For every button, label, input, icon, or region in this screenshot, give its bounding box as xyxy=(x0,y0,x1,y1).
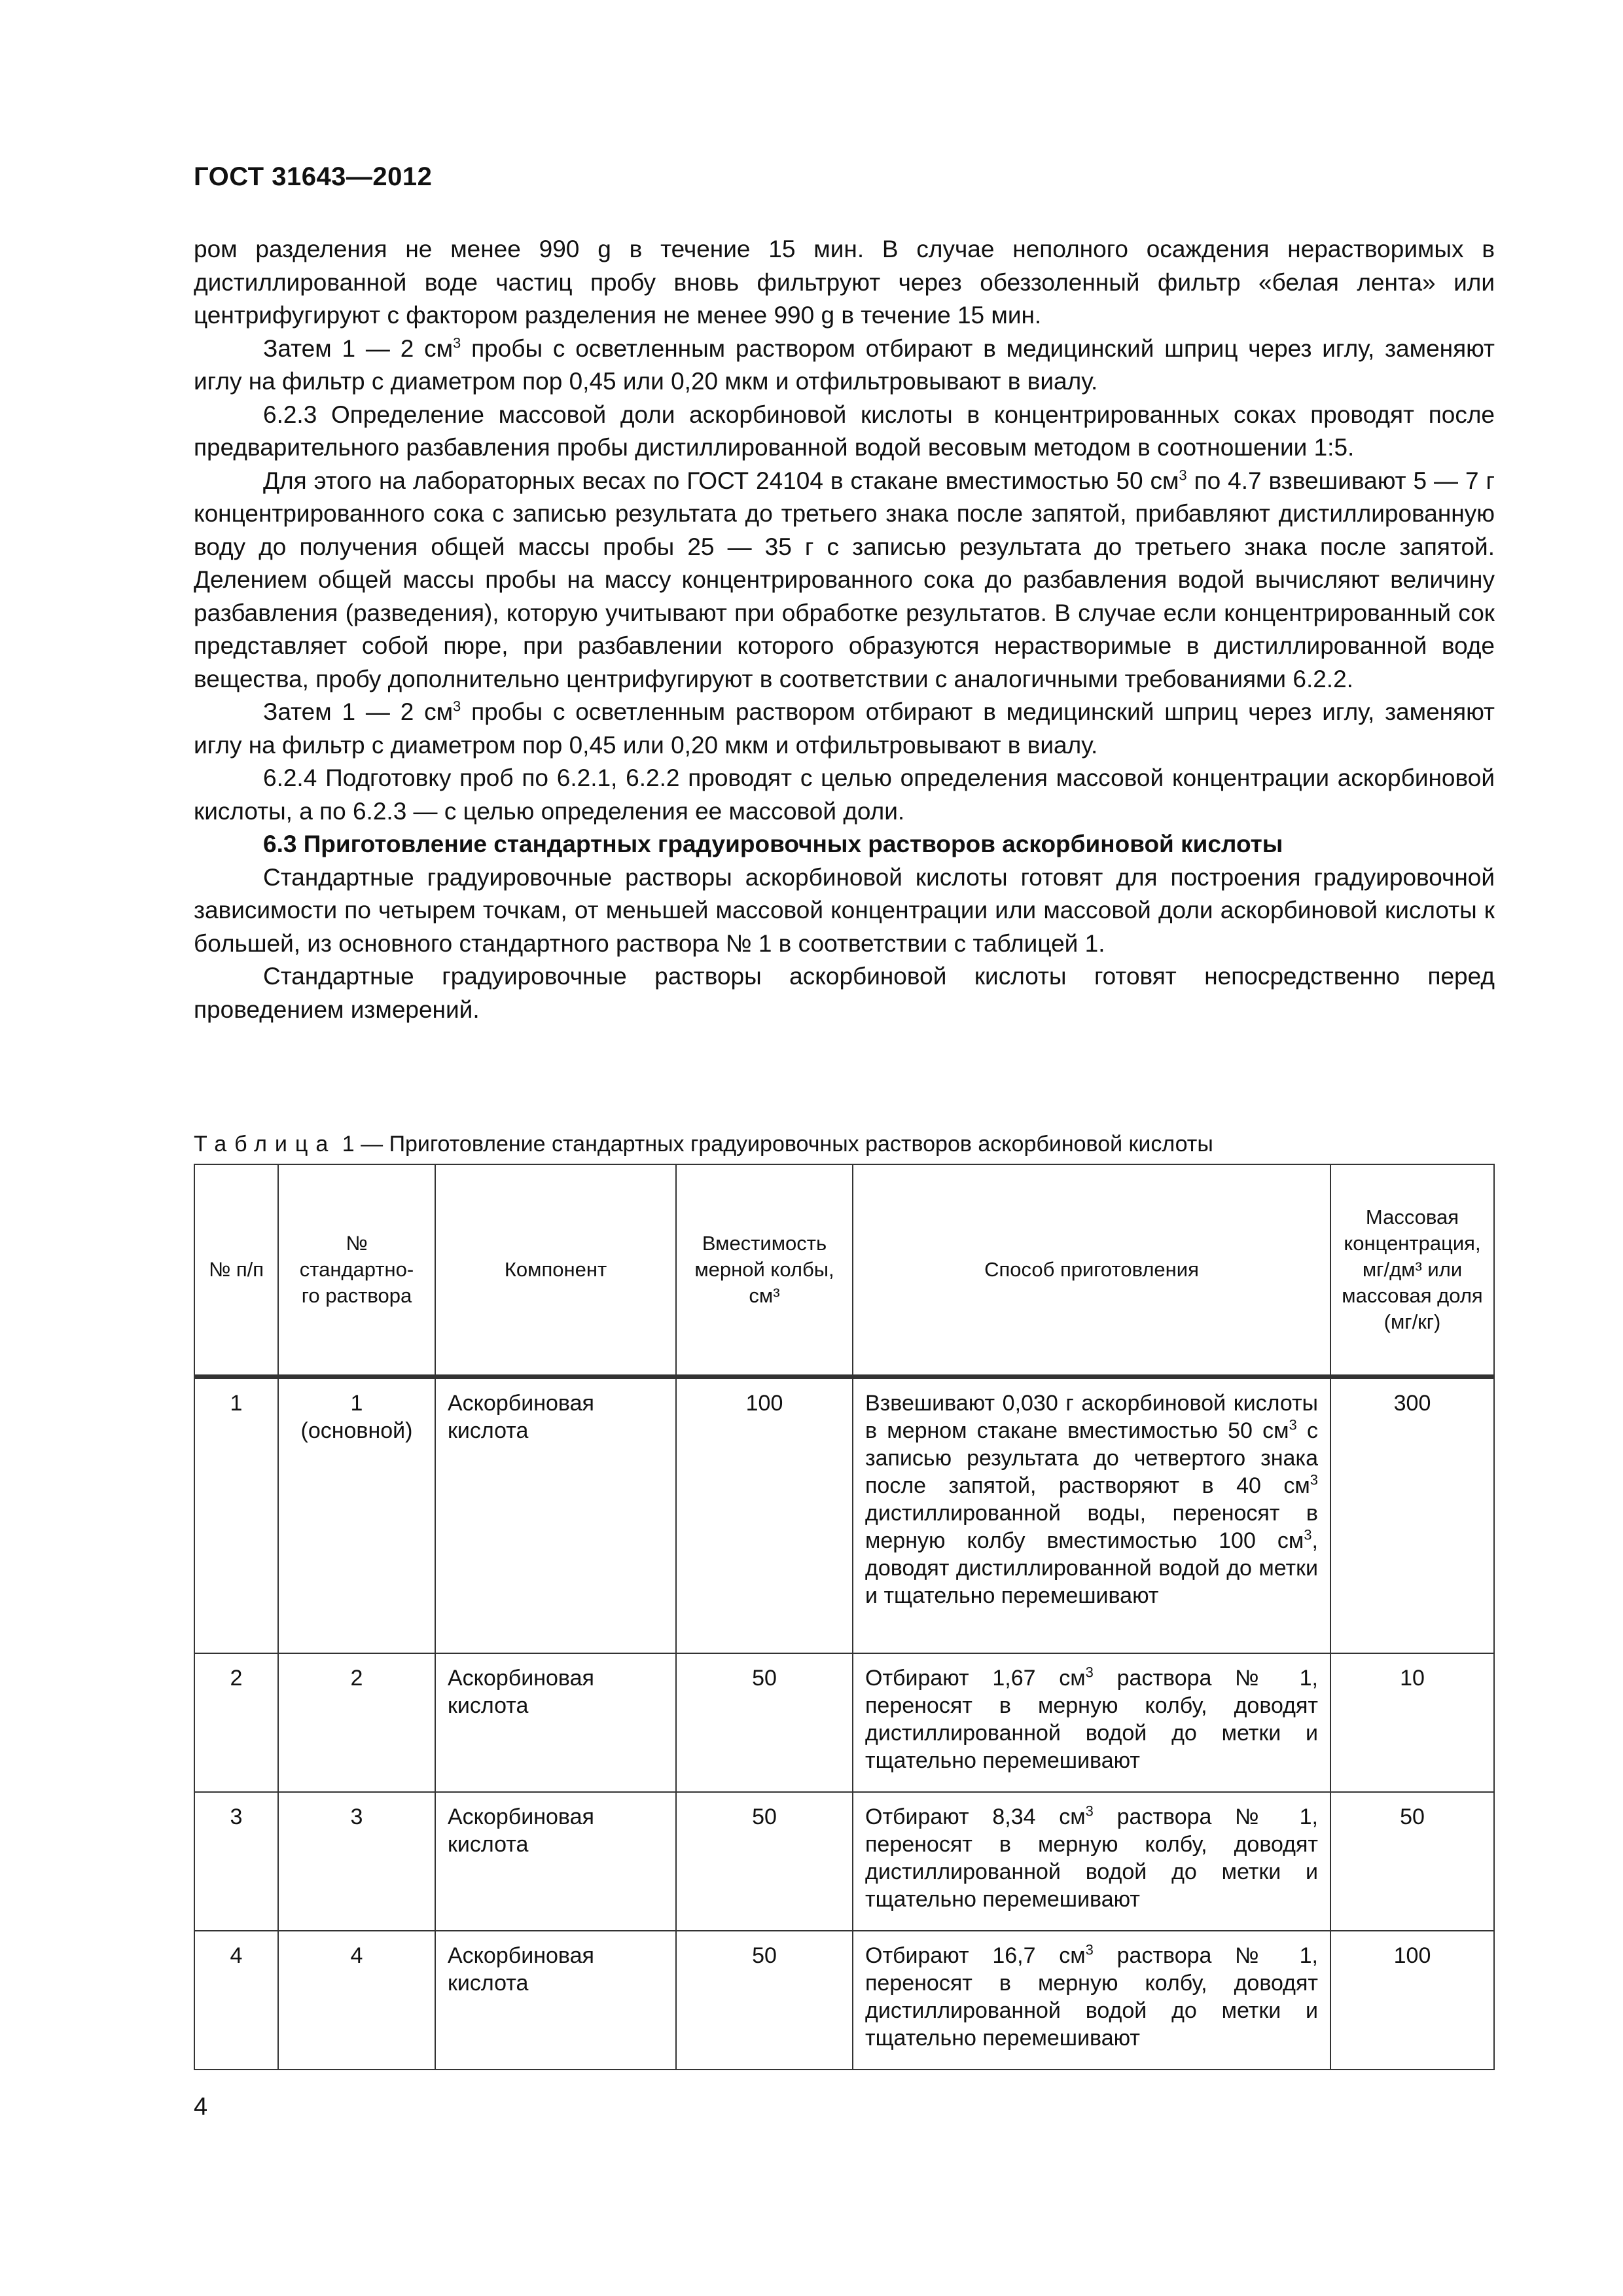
row-volume: 50 xyxy=(676,1931,853,2070)
calibration-table xyxy=(194,1164,1495,2070)
header-component: Компонент xyxy=(435,1164,676,1376)
row-number: 4 xyxy=(194,1931,278,2070)
table-caption-label: Таблица xyxy=(194,1132,336,1157)
table-row xyxy=(194,1653,1494,1792)
row-method: Отбирают 1,67 $см^3$ раствора № 1, переносят в мерную колбу, доводят дистиллированной водой до метки и тщательно перемешивают xyxy=(853,1653,1330,1792)
table-header xyxy=(194,1164,1494,1378)
row-concentration: 100 xyxy=(1330,1931,1494,2070)
paragraph-continuation: ром разделения не менее 990 g в течение 15 мин. В случае неполного осаждения нерастворимых в дистиллированной воде частиц пробу вновь фильтруют через обеззоленный фильтр «белая лента» или центрифугируют с фактором разделения не менее 990 g в течение 15 мин. xyxy=(194,236,1495,329)
table-row xyxy=(194,1378,1494,1653)
row-volume: 50 xyxy=(676,1792,853,1931)
header-standard-solution: № стандартно- го раствора xyxy=(278,1164,435,1376)
row-standard: 4 xyxy=(278,1931,435,2070)
row-standard: 1 (основной) xyxy=(278,1378,435,1653)
row-method: Отбирают 8,34 $см^3$ раствора № 1, переносят в мерную колбу, доводят дистиллированной водой до метки и тщательно перемешивают xyxy=(853,1792,1330,1931)
row-standard: 3 xyxy=(278,1792,435,1931)
row-method: Отбирают 16,7 $см^3$ раствора № 1, переносят в мерную колбу, доводят дистиллированной водой до метки и тщательно перемешивают xyxy=(853,1931,1330,2070)
paragraph-sample-filter-2: Затем 1 — 2 $см^3$ пробы с осветленным раствором отбирают в медицинский шприц через иглу, заменяют иглу на фильтр с диаметром пор 0,45 или 0,20 мкм и отфильтровывают в виалу. xyxy=(194,698,1495,759)
row-volume: 100 xyxy=(676,1378,853,1653)
paragraph-6-2-4: 6.2.4 Подготовку проб по 6.2.1, 6.2.2 проводят с целью определения массовой концентрации аскорбиновой кислоты, а по 6.2.3 — с целью определения ее массовой доли. xyxy=(194,764,1495,825)
body-text xyxy=(194,233,1495,1026)
paragraph-6-2-3: 6.2.3 Определение массовой доли аскорбиновой кислоты в концентрированных соках проводят после предварительного разбавления пробы дистиллированной водой весовым методом в соотношении 1:5. xyxy=(194,401,1495,461)
paragraph-sample-filter-1: Затем 1 — 2 $см^3$ пробы с осветленным раствором отбирают в медицинский шприц через иглу, заменяют иглу на фильтр с диаметром пор 0,45 или 0,20 мкм и отфильтровывают в виалу. xyxy=(194,334,1495,395)
table-body xyxy=(194,1378,1494,2070)
section-heading-6-3: 6.3 Приготовление стандартных градуировочных растворов аскорбиновой кислоты xyxy=(263,831,1283,857)
row-concentration: 300 xyxy=(1330,1378,1494,1653)
header-method: Способ приготовления xyxy=(853,1164,1330,1376)
row-number: 3 xyxy=(194,1792,278,1931)
page-number: 4 xyxy=(194,2093,208,2121)
row-concentration: 50 xyxy=(1330,1792,1494,1931)
row-number: 2 xyxy=(194,1653,278,1792)
table-row xyxy=(194,1931,1494,2070)
paragraph-calibration-1: Стандартные градуировочные растворы аскорбиновой кислоты готовят для построения градуировочной зависимости по четырем точкам, от меньшей массовой концентрации или массовой доли аскорбиновой кислоты к большей, из основного стандартного раствора № 1 в соответствии с таблицей 1. xyxy=(194,863,1495,957)
header-concentration: Массовая концентрация, мг/дм³ или массовая доля (мг/кг) xyxy=(1330,1164,1494,1376)
table-caption xyxy=(194,1130,1213,1158)
row-component: Аскорбиновая кислота xyxy=(435,1653,676,1792)
standard-header: ГОСТ 31643—2012 xyxy=(194,162,433,191)
row-component: Аскорбиновая кислота xyxy=(435,1378,676,1653)
header-volume: Вместимость мерной колбы, см³ xyxy=(676,1164,853,1376)
row-concentration: 10 xyxy=(1330,1653,1494,1792)
header-number: № п/п xyxy=(194,1164,278,1376)
row-number: 1 xyxy=(194,1378,278,1653)
table-row xyxy=(194,1792,1494,1931)
row-volume: 50 xyxy=(676,1653,853,1792)
paragraph-weighing: Для этого на лабораторных весах по ГОСТ 24104 в стакане вместимостью 50 $см^3$ по 4.7 взвешивают 5 — 7 г концентрированного сока с записью результата до третьего знака после запятой, прибавляют дистиллированную воду до получения общей массы пробы 25 — 35 г с записью результата до третьего знака после запятой. Делением общей массы пробы на массу концентрированного сока до разбавления водой вычисляют величину разбавления (разведения), которую учитывают при обработке результатов. В случае если концентрированный сок представляет собой пюре, при разбавлении которого образуются нерастворимые в дистиллированной воде вещества, пробу дополнительно центрифугируют в соответствии с аналогичными требованиями 6.2.2. xyxy=(194,467,1495,692)
row-component: Аскорбиновая кислота xyxy=(435,1931,676,2070)
table-caption-title: 1 — Приготовление стандартных градуировочных растворов аскорбиновой кислоты xyxy=(342,1132,1213,1157)
row-method: Взвешивают 0,030 г аскорбиновой кислоты в мерном стакане вместимостью 50 $см^3$ с записью результата до четвертого знака после запятой, растворяют в 40 $см^3$ дистиллированной воды, переносят в мерную колбу вместимостью 100 $см^3$, доводят дистиллированной водой до метки и тщательно перемешивают xyxy=(853,1378,1330,1653)
row-standard: 2 xyxy=(278,1653,435,1792)
table-header-row xyxy=(194,1164,1494,1376)
paragraph-calibration-2: Стандартные градуировочные растворы аскорбиновой кислоты готовят непосредственно перед проведением измерений. xyxy=(194,963,1495,1023)
row-component: Аскорбиновая кислота xyxy=(435,1792,676,1931)
